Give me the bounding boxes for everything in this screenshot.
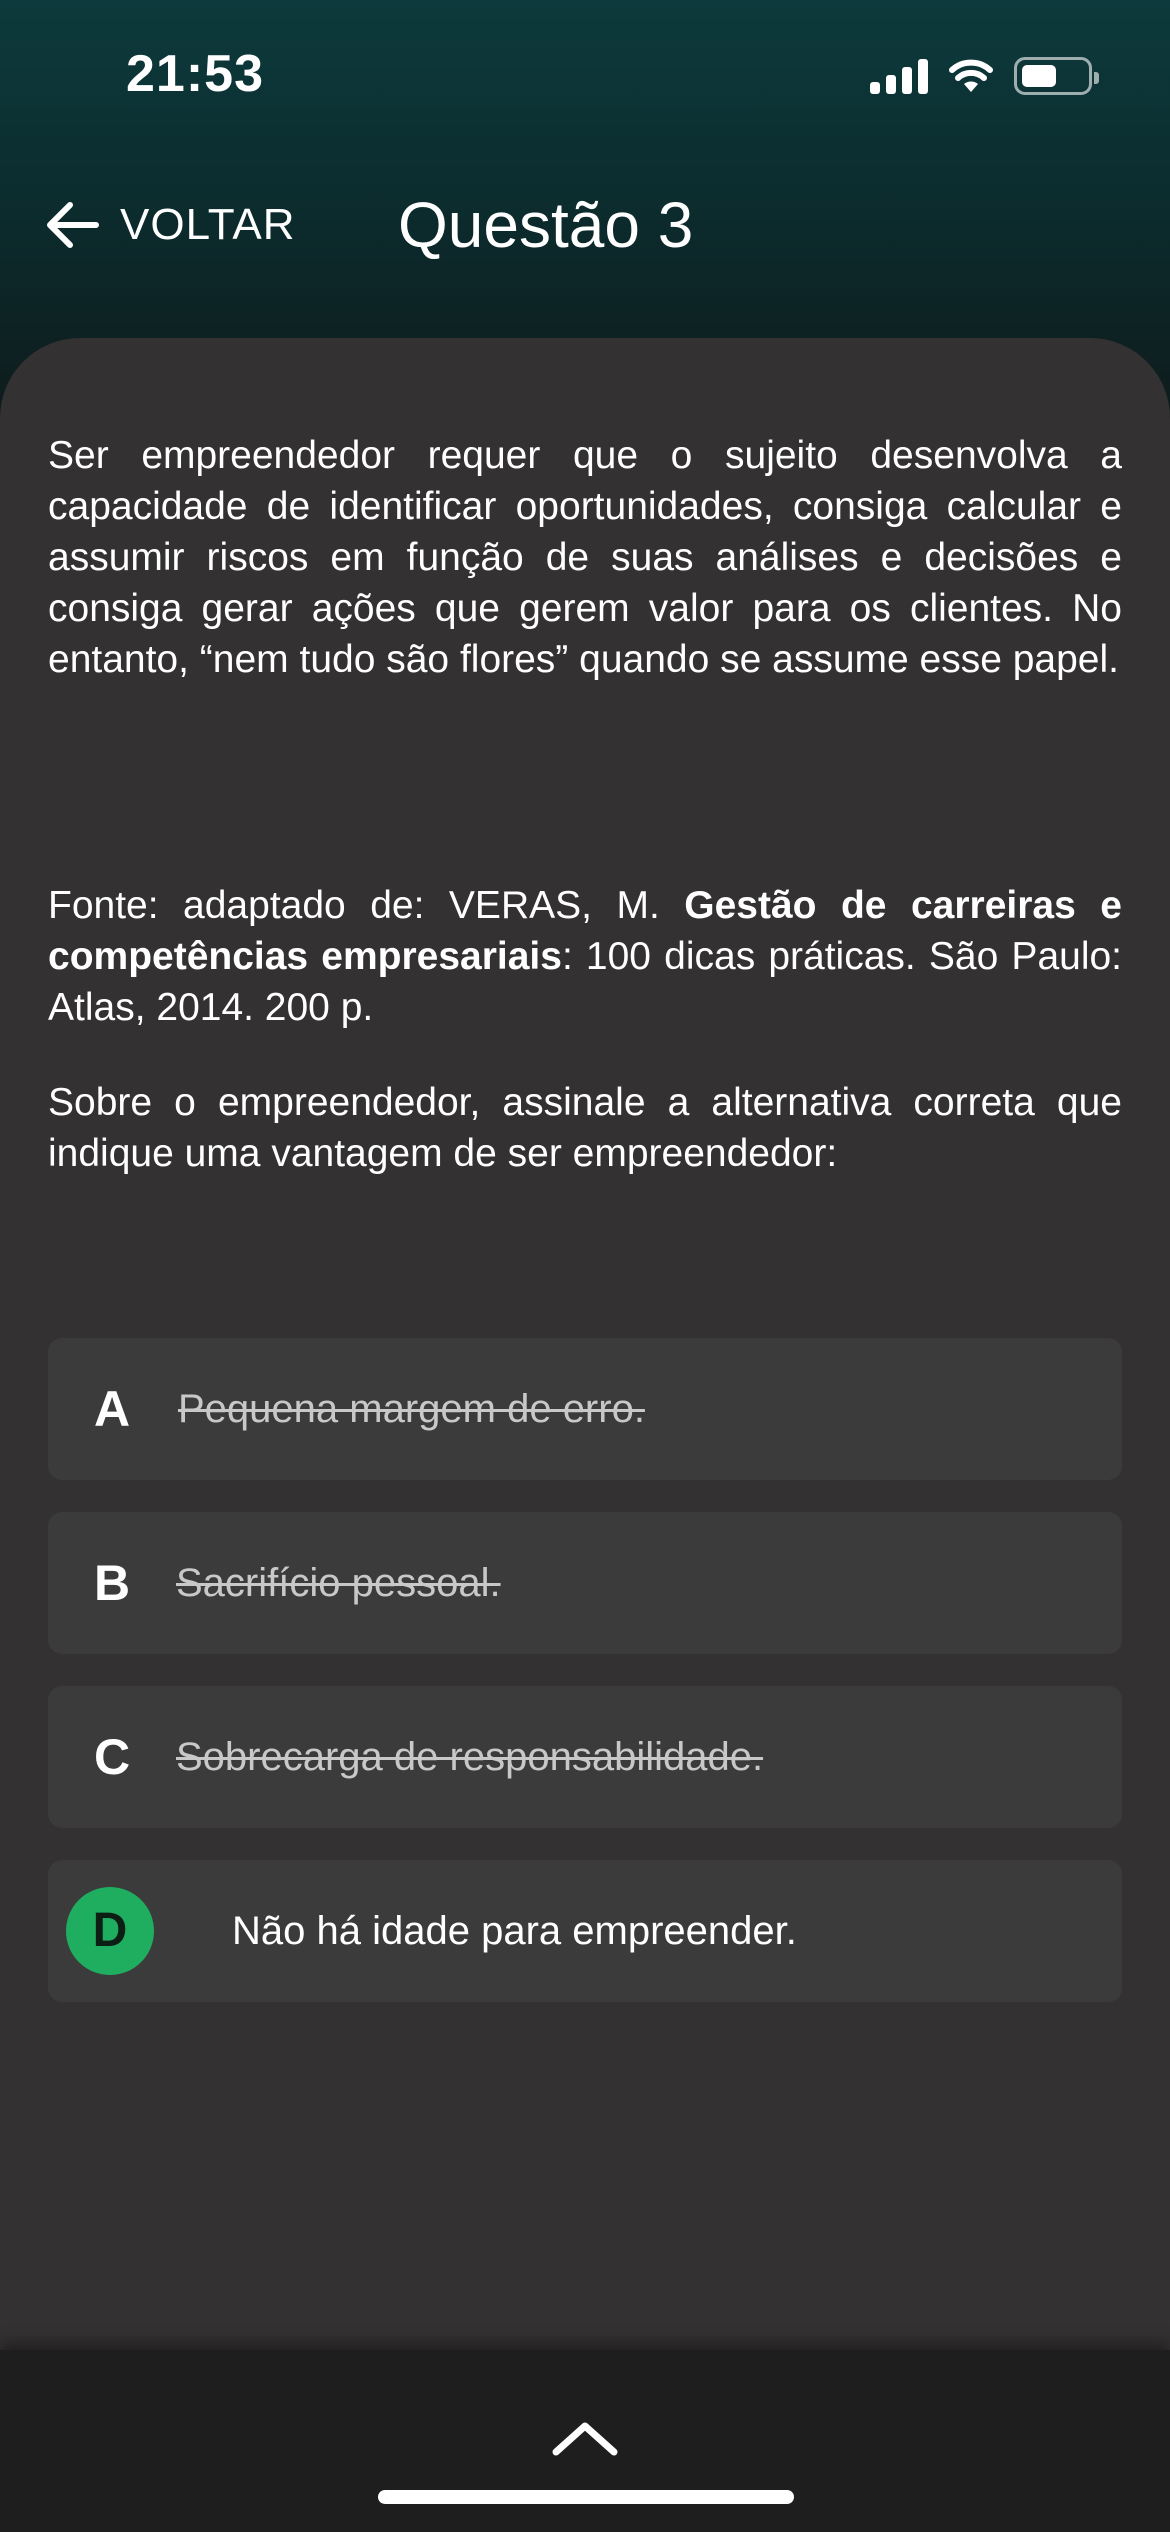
status-icons [870, 56, 1092, 96]
option-d-selected[interactable] [48, 1860, 1122, 2002]
back-button[interactable] [44, 190, 296, 260]
home-indicator[interactable] [378, 2490, 794, 2504]
question-prompt: Sobre o empreendedor, assinale a alternativa correta que indique uma vantagem de ser empreendedor: [48, 1081, 1122, 1175]
arrow-left-icon [44, 199, 100, 251]
option-letter: C [94, 1729, 131, 1785]
option-letter: B [94, 1555, 131, 1611]
option-text: Pequena margem de erro. [178, 1387, 645, 1431]
chevron-up-icon[interactable] [550, 2418, 620, 2458]
option-a[interactable] [48, 1338, 1122, 1480]
source-prefix: Fonte: adaptado de: VERAS, M. [48, 884, 685, 927]
question-source [48, 880, 1122, 1033]
option-c[interactable] [48, 1686, 1122, 1828]
question-statement: Ser empreendedor requer que o sujeito desenvolva a capacidade de identificar oportunidades, consiga calcular e assumir riscos em função de suas análises e decisões e consiga gerar ações que gerem valor para os clientes. No entanto, “nem tudo são flores” quando se assume esse papel. [48, 434, 1122, 681]
source-title: Gestão de carreiras e competências empresariais [48, 884, 1122, 978]
page-title: Questão 3 [398, 189, 694, 261]
option-text: Sobrecarga de responsabilidade. [176, 1735, 764, 1779]
option-text: Não há idade para empreender. [232, 1909, 797, 1953]
option-text: Sacrifício pessoal. [176, 1561, 501, 1605]
option-b[interactable] [48, 1512, 1122, 1654]
cellular-signal-icon [870, 58, 928, 94]
selected-option-badge: D [66, 1887, 154, 1975]
source-suffix: : 100 dicas práticas. São Paulo: Atlas, 2014. 200 p. [48, 935, 1123, 1029]
back-label: VOLTAR [120, 200, 296, 249]
option-letter: A [94, 1381, 131, 1437]
battery-icon [1014, 57, 1092, 95]
wifi-icon [948, 58, 994, 94]
status-time: 21:53 [126, 45, 264, 103]
